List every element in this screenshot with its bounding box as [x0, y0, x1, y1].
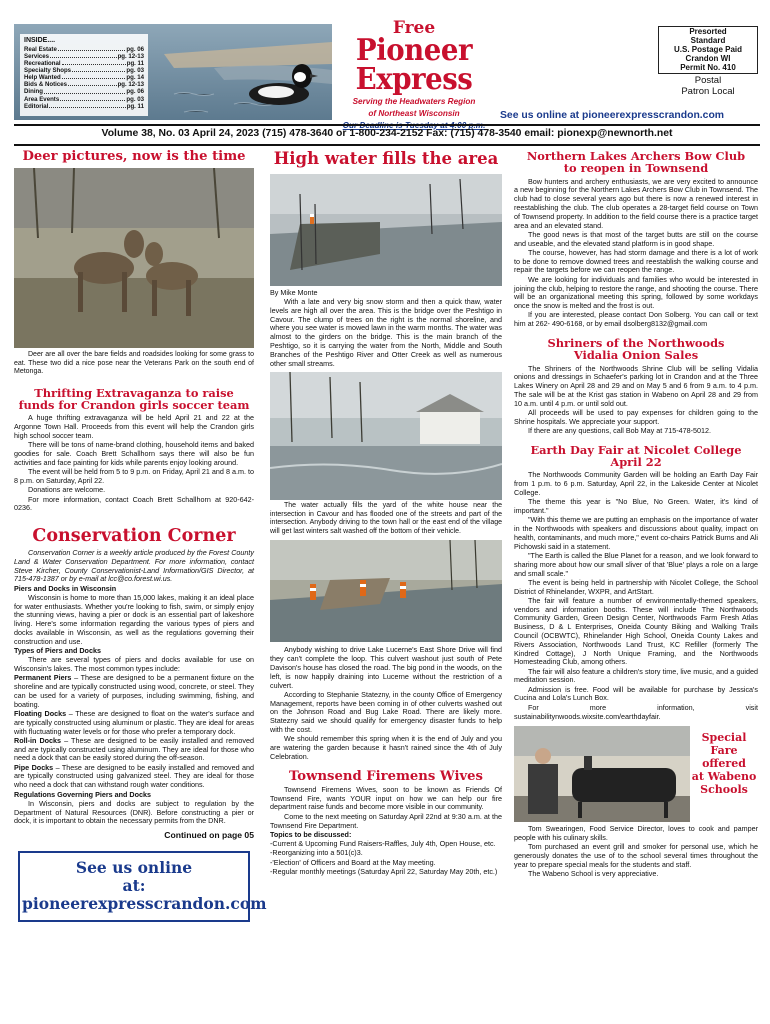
see-online-link[interactable]: See us online at pioneerexpresscrandon.com: [500, 110, 725, 121]
shriners-headline-2: Vidalia Onion Sales: [573, 348, 699, 363]
brand-free: Free: [392, 18, 436, 38]
firemens-headline: Townsend Firemens Wives: [289, 768, 483, 784]
middle-column: [270, 150, 502, 877]
brand-name-line1: Pioneer: [355, 33, 473, 68]
inside-index: [20, 34, 148, 116]
highwater-body-2: Anybody wishing to drive Lake Lucerne's East Shore Drive will find they can't complete the loop. This culvert washout just south of Pete Davison's house has closed the road. The big pond in the woods, on the left, is now happily draining into Lucerne without the restriction of a culvert. According to Stephanie Statezny, in the county Office of Emergency Management, reports have been coming in of other culverts washed out on the Johnson Road and Bug Lake Road. There are likely more. Statezny said we should qualify for emergency disaster funds to help with the cost. We should remember this spring when it is the end of July and you are watering the garden because it hasn't rained since the 4th of July Celebration.: [270, 645, 502, 761]
highwater-headline: High water fills the area: [273, 149, 499, 168]
inside-item[interactable]: Services pg. 12-13: [24, 53, 144, 61]
right-column: [514, 150, 758, 879]
highwater-body-1: By Mike Monte With a late and very big snow storm and then a quick thaw, water levels are high all over the area. This is the bridge over the Peshtigo in Cavour. The clump of trees on the right is the normal shoreline, and where you see water is mowed lawn in the warm months. The water was almost to the girders on the bridge. This is the main branch of the Peshtigo, so it is carrying the water from the North, Middle and South Branches of the Peshtigo River and Otter Creek as well as numerous other small streams.: [270, 287, 502, 368]
wabeno-sidehead: Special Fare offered at Wabeno Schools: [691, 731, 757, 797]
inside-item[interactable]: Help Wanted pg. 14: [24, 74, 144, 82]
inside-item[interactable]: Editorial pg. 11: [24, 102, 144, 110]
archers-headline-2: to reopen in Townsend: [563, 161, 709, 176]
shriners-headline-1: Shriners of the Northwoods: [547, 335, 725, 350]
inside-item[interactable]: Real Estate pg. 06: [24, 46, 144, 54]
left-column: [14, 149, 267, 922]
postal-patron: Postal Patron Local: [681, 75, 735, 97]
divider: [14, 144, 760, 146]
inside-item[interactable]: Area Events pg. 03: [24, 95, 144, 103]
firemens-body: Townsend Firemens Wives, soon to be known as Friends Of Townsend Fire, wants YOUR input on how we can help our fire department raise funds and become more visible in our community. Come to the next meeting on Saturday April 22nd at 9:30 a.m. at the Townsend Fire Department. Topics to be discussed: -Current & Upcoming Fund Raisers-Raffles, July 4th, Open House, etc. -Reorganizing into a 501(c)3. -'Election' of Officers and Board at the May meeting. -Regular monthly meetings (Saturday April 22, Saturday May 20th, etc.): [270, 784, 502, 876]
grill-photo: [514, 726, 690, 822]
conservation-headline: Conservation Corner: [32, 526, 236, 547]
highwater-byline: By Mike Monte: [270, 287, 318, 297]
flooded-yard-photo: [270, 372, 502, 500]
flooded-yard-caption: The water actually fills the yard of the white house near the intersection in Cavour and has flooded one of the streets and part of the intersection. Anybody driving to the town hall or the east end of the village will get last winters salt washed off the bottom of their vehicle.: [270, 502, 502, 535]
earthday-headline-1: Earth Day Fair at Nicolet College: [530, 442, 742, 457]
conservation-body: Conservation Corner is a weekly article produced by the Forest County Land & Water Conservation Department. For more information, contact Steve Kircher, County Conservationist-Land Information/GIS Director, at 715-478-1387 or by e-mail at lcc@co.forest.wi.us. Piers and Docks in Wisconsin Wisconsin is home to more than 15,000 lakes, making it an ideal place for water enthusiasts. Whether you're looking to fish, swim, or simply enjoy the stunning views, having a pier or dock is an essential part of lakeshore living. Here's some information regarding the various types of piers and docks available in Wisconsin, as well as the regulations governing their construction and use. Types of Piers and Docks There are several types of piers and docks available for use on Wisconsin's lakes. The most common types include: Permanent Piers – These are designed to be a permanent fixture on the shoreline and are typically constructed using wood, concrete, or steel. They can be used for a variety of purposes, including swimming, fishing, and boating. Floating Docks – These are designed to float on the water's surface and are typically constructed using aluminum or plastic. They are ideal for areas with fluctuating water levels or for those who prefer a temporary dock. Roll-in Docks – These are designed to be easily installed and removed and are typically constructed using aluminum. They are ideal for those who need a dock that can be easily stored during the off-season. Pipe Docks – These are designed to be easily installed and removed and are typically constructed using galvanized steel. They are ideal for those who need a dock that can withstand rough water conditions. Regulations Governing Piers and Docks In Wisconsin, piers and docks are subject to regulation by the Department of Natural Resources (DNR). Before constructing a pier or dock, it is important to obtain the necessary permits from the DNR.: [14, 547, 255, 826]
inside-item[interactable]: Bids & Notices pg. 12-13: [24, 81, 144, 89]
earthday-body: The Northwoods Community Garden will be holding an Earth Day Fair from 1 p.m. to 6 p.m. Saturday, April 22, in the Lakeside Center at Nicolet College. The theme this year is "No Blue, No Green. Water, it's kind of important." "With this theme we are putting an emphasis on the importance of water in the Northwoods with speakers and discussions about quality, impact on health, contaminants, and much more," event co-chairs Patrick Burns and Ali Pichowski said in a statement. "The Earth is called the Blue Planet for a reason, and we look forward to sharing more about how our small sliver of that 'Blue' plays a role on a large and small scale." The event is being held in partnership with Nicolet College, the School District of Rhinelander, WXPR, and ArtStart. The fair will feature a number of environmentally-themed speakers, vendors and information booths. These will include The Northwoods Community Garden, Green Design Center, Northwoods Farm Fresh Atlas Business, D & L Enterprises, Oneida County Biking and Walking Trails Council (OCBWTC), Rhinelander High School, Oneida County Lakes and Rivers Association, Northwoods Land Trust, KC Refiller (formerly The Kindred Cottage), J North Unique Framing, and the Northwoods Homesteading Club, among others. The fair will also feature a children's story time, live music, and a guided meditation session. Admission is free. Food will be available for purchase by Jessica's Cucina and Lola's Lunch Box. For more information, visit sustainabilitynwoods.wixsite.com/earthdayfair.: [514, 470, 758, 721]
deer-caption: Deer are all over the bare fields and roadsides looking for some grass to eat. These two did a nice pose near the Veterans Park on the south end of Metonga.: [14, 351, 254, 376]
brand-tagline-2: of Northeast Wisconsin: [368, 109, 460, 119]
brand-name-line2: Express: [355, 61, 473, 97]
masthead-brand: [334, 20, 494, 131]
thrift-body: A huge thrifting extravaganza will be held April 21 and 22 at the Argonne Town Hall. Proceeds from this event will help the Crandon girls high school soccer team. There will be tons of name-brand clothing, household items and baked goodies for sale. Coach Brett Schallhorn says there will also be fun activities and face painting for kids while parents enjoy looking around. The event will be held from 5 to 9 p.m. on Friday, April 21 and 8 a.m. to 8 p.m. on Saturday, April 22. Donations are welcome. For more information, contact Coach Brett Schallhorn at 920-642-0236.: [14, 413, 254, 513]
postage-indicia: Presorted Standard U.S. Postage Paid Crandon WI Permit No. 410: [658, 26, 758, 74]
deer-headline: Deer pictures, now is the time: [22, 149, 246, 164]
divider: [14, 124, 760, 126]
deer-photo: [14, 168, 254, 348]
thrift-headline-1: Thrifting Extravaganza to raise: [34, 385, 234, 400]
earthday-headline-2: April 22: [610, 455, 662, 470]
archers-body: Bow hunters and archery enthusiasts, we are very excited to announce a new beginning for the Northern Lakes Archers Bow Club in Townsend. The club had to close several years ago but there is now a renewed interest in reestablishing the club. The club operates a 28-target field course on Town of Townsend property. In addition to the field course there is a practice target area and an elevated stand. The good news is that most of the target butts are still on the course and useable, and the elevated stand platform is in good shape. The course, however, has had storm damage and there is a lot of work to be done to remove downed trees and reestablish the walking course and repair the targets before we can reopen the range. We are looking for individuals and families who would be interested in joining the club, helping to restore the range, and shooting the course. There will be an organizational meeting this spring, followed by some workdays once the snow is melted and the frost is out. If you are interested, please contact Don Solberg. You can call or text him at 262- 490-6168, or by email dsolberg8132@gmail.com: [514, 176, 758, 329]
inside-item[interactable]: Specialty Shops pg. 03: [24, 67, 144, 75]
inside-title: INSIDE....: [24, 37, 56, 44]
see-online-box[interactable]: See us online at: pioneerexpresscrandon.com: [18, 851, 250, 922]
inside-item[interactable]: Dining pg. 06: [24, 88, 144, 96]
bridge-photo: [270, 174, 502, 286]
wabeno-body: Tom Swearingen, Food Service Director, loves to cook and pamper people with his culinary skills. Tom purchased an event grill and smoker for personal use, which he generously donates the use of to the school several times throughout the year to prepare special meals for the students and staff. The Wabeno School is very appreciative.: [514, 824, 758, 879]
archers-headline-1: Northern Lakes Archers Bow Club: [526, 149, 746, 163]
wabeno-block: [514, 726, 758, 822]
continued-link[interactable]: Continued on page 05: [164, 830, 254, 841]
dateline: Volume 38, No. 03 April 24, 2023 (715) 478-3640 or 1-800-234-2152 Fax: (715) 478-3540 email: pionexp@newnorth.net: [101, 128, 673, 139]
shriners-body: The Shriners of the Northwoods Shrine Club will be selling Vidalia onions and dressings in Schaefer's parking lot in Crandon and at the Three Lakes Winery on April 28 and 29 and on May 5 and 6 from 9 a.m. to 4 p.m. The sale will be at the Krist gas station in Wabeno on April 28 and 29 from 10 a.m. until 4 p.m. or until sold out. All proceeds will be used to pay expenses for children going to the Shrine hospitals. We appreciate your support. If there are any questions, call Bob May at 715-478-5012.: [514, 363, 758, 435]
brand-tagline-1: Serving the Headwaters Region: [352, 97, 476, 106]
inside-item[interactable]: Recreational pg. 11: [24, 60, 144, 68]
thrift-headline-2: funds for Crandon girls soccer team: [18, 398, 250, 413]
culvert-photo: [270, 540, 502, 642]
